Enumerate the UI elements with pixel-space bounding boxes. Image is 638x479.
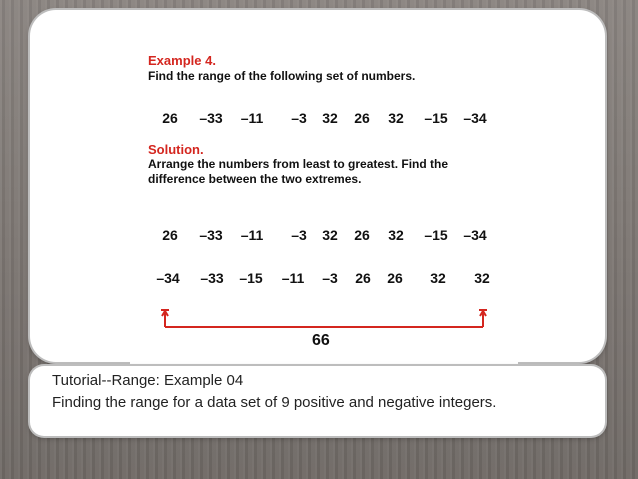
number-item: –3 [322,270,338,286]
number-item: –15 [424,110,448,126]
number-item: –11 [281,270,305,286]
number-item: –3 [291,227,307,243]
number-item: –15 [239,270,263,286]
range-value: 66 [312,332,330,349]
number-item: –34 [463,227,487,243]
range-bracket-lines [161,310,487,327]
problem-prompt: Find the range of the following set of numbers. [148,69,416,83]
number-item: 32 [430,270,446,286]
number-item: 32 [388,110,404,126]
solution-title: Solution. [148,142,204,157]
number-item: 32 [388,227,404,243]
number-item: –15 [424,227,448,243]
number-item: –33 [199,110,223,126]
example-content [130,48,518,371]
slide-card [30,10,605,362]
number-item: 32 [474,270,490,286]
example-title: Example 4. [148,53,216,68]
solution-text: Arrange the numbers from least to greatest. Find the difference between the two extremes. [148,157,449,186]
number-item: –33 [199,227,223,243]
caption-title: Tutorial--Range: Example 04 [52,372,244,389]
caption-description: Finding the range for a data set of 9 positive and negative integers. [52,394,497,411]
number-item: –33 [200,270,224,286]
number-item: 26 [355,270,371,286]
number-item: –11 [240,227,264,243]
number-item: –34 [156,270,180,286]
caption-card [30,366,605,436]
number-item: –3 [291,110,307,126]
number-item: 32 [322,110,338,126]
number-item: 32 [322,227,338,243]
number-item: 26 [354,110,370,126]
number-item: –34 [463,110,487,126]
number-item: –11 [240,110,264,126]
range-bracket [130,48,518,371]
number-item: 26 [162,227,178,243]
number-item: 26 [387,270,403,286]
number-item: 26 [162,110,178,126]
number-item: 26 [354,227,370,243]
